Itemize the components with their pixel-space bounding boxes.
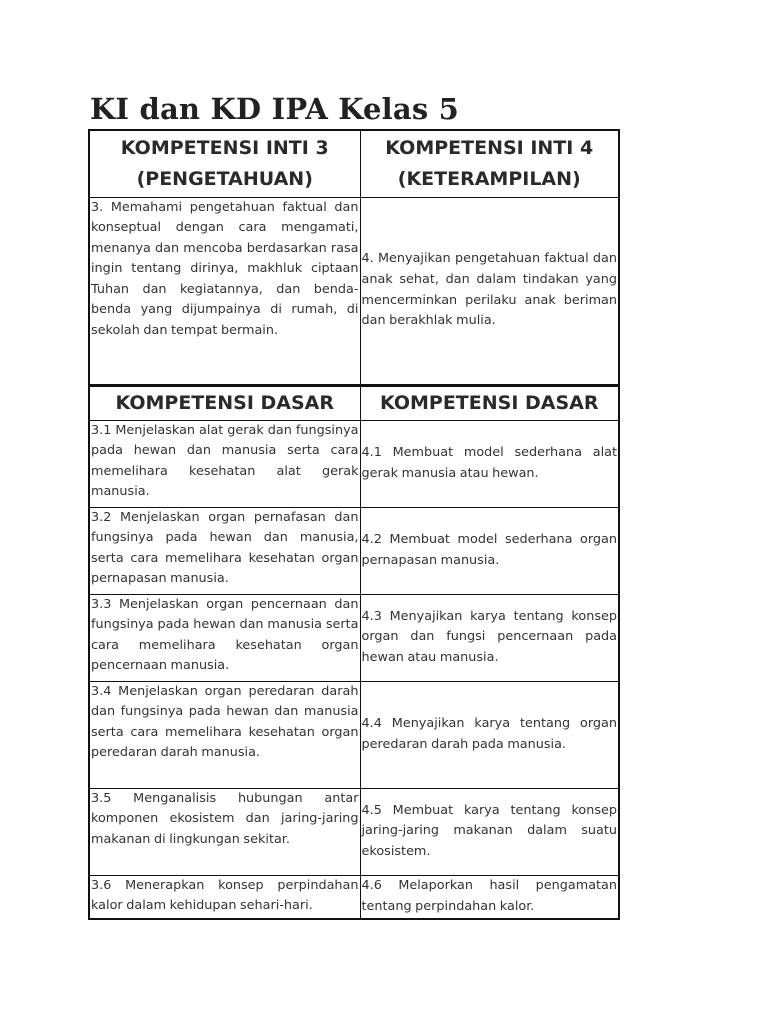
- kd4-text: 4.6 Melaporkan hasil pengamatan tentang perpindahan kalor.: [360, 875, 619, 919]
- kd4-header: KOMPETENSI DASAR: [360, 385, 619, 420]
- ki-header-row: [89, 130, 619, 197]
- kd3-text: 3.5 Menganalisis hubungan antar komponen ekosistem dan jaring-jaring makanan di lingkungan sekitar.: [89, 788, 360, 875]
- page-title: KI dan KD IPA Kelas 5: [90, 92, 460, 126]
- kd3-text: 3.2 Menjelaskan organ pernafasan dan fungsinya pada hewan dan manusia, serta cara memelihara kesehatan organ pernapasan manusia.: [89, 507, 360, 594]
- kd-row: [89, 507, 619, 594]
- kd3-text: 3.3 Menjelaskan organ pencernaan dan fungsinya pada hewan dan manusia serta cara memelihara kesehatan organ pencernaan manusia.: [89, 594, 360, 681]
- kd4-text: 4.1 Membuat model sederhana alat gerak manusia atau hewan.: [360, 420, 619, 507]
- kd-row: [89, 594, 619, 681]
- ki3-header-line2: (PENGETAHUAN): [136, 167, 313, 190]
- ki4-header-line1: KOMPETENSI INTI 4: [385, 136, 594, 159]
- kd-row: [89, 420, 619, 507]
- kd4-text: 4.2 Membuat model sederhana organ pernapasan manusia.: [360, 507, 619, 594]
- kd3-header: KOMPETENSI DASAR: [89, 385, 360, 420]
- kd4-text: 4.3 Menyajikan karya tentang konsep organ dan fungsi pencernaan pada hewan atau manusia.: [360, 594, 619, 681]
- kd4-text: 4.5 Membuat karya tentang konsep jaring-jaring makanan dalam suatu ekosistem.: [360, 788, 619, 875]
- ki-kd-table: [88, 129, 620, 920]
- ki3-text: 3. Memahami pengetahuan faktual dan konseptual dengan cara mengamati, menanya dan mencoba berdasarkan rasa ingin tentang dirinya, makhluk ciptaan Tuhan dan kegiatannya, dan benda-benda yang dijumpainya di rumah, di sekolah dan tempat bermain.: [89, 197, 360, 385]
- kd-row: [89, 681, 619, 788]
- kd3-text: 3.1 Menjelaskan alat gerak dan fungsinya pada hewan dan manusia serta cara memelihara kesehatan alat gerak manusia.: [89, 420, 360, 507]
- kd3-text: 3.6 Menerapkan konsep perpindahan kalor dalam kehidupan sehari-hari.: [89, 875, 360, 919]
- ki-content-row: [89, 197, 619, 385]
- kd-row: [89, 875, 619, 919]
- ki4-text: 4. Menyajikan pengetahuan faktual dan anak sehat, dan dalam tindakan yang mencerminkan perilaku anak beriman dan berakhlak mulia.: [360, 197, 619, 385]
- ki4-header-cell: [360, 130, 619, 197]
- ki3-header-line1: KOMPETENSI INTI 3: [120, 136, 329, 159]
- ki3-header-cell: [89, 130, 360, 197]
- kd4-text: 4.4 Menyajikan karya tentang organ peredaran darah pada manusia.: [360, 681, 619, 788]
- kd3-text: 3.4 Menjelaskan organ peredaran darah dan fungsinya pada hewan dan manusia serta cara memelihara kesehatan organ peredaran darah manusia.: [89, 681, 360, 788]
- ki4-header-line2: (KETERAMPILAN): [397, 167, 581, 190]
- kd-row: [89, 788, 619, 875]
- kd-header-row: [89, 385, 619, 420]
